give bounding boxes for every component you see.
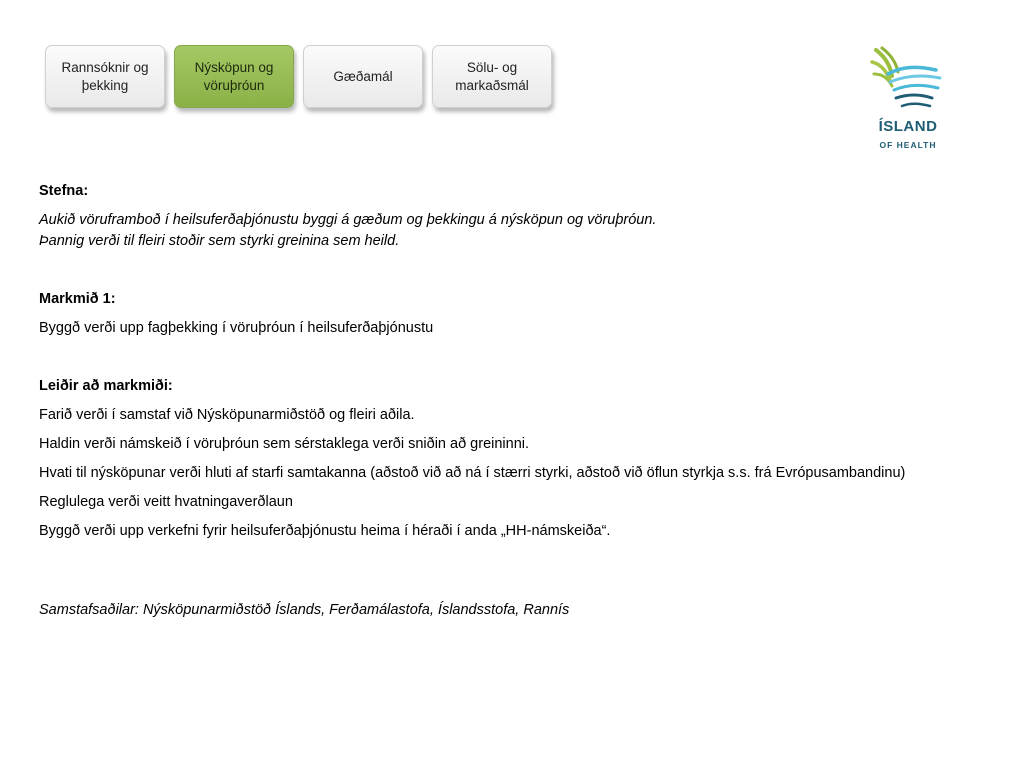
stefna-line-2: Þannig verði til fleiri stoðir sem styrki greinina sem heild. — [39, 233, 400, 249]
logo-title: ÍSLAND — [878, 118, 938, 135]
stefna-line-1: Aukið vöruframboð í heilsuferðaþjónustu byggi á gæðum og þekkingu á nýsköpun og vöruþróun. — [39, 212, 657, 228]
markmid-heading: Markmið 1: — [39, 291, 116, 307]
main-content — [39, 181, 999, 621]
tab-gaedamal[interactable]: Gæðamál — [303, 45, 423, 108]
leidir-item: Hvati til nýsköpunar verði hluti af starfi samtakanna (aðstoð við að ná í stærri styrki, aðstoð við öflun styrkja s.s. frá Evrópusambandinu) — [39, 465, 906, 481]
stefna-heading: Stefna: — [39, 183, 89, 199]
leidir-item: Byggð verði upp verkefni fyrir heilsuferðaþjónustu heima í héraði í anda „HH-námskeiða“. — [39, 523, 611, 539]
markmid-text: Byggð verði upp fagþekking í vöruþróun í heilsuferðaþjónustu — [39, 320, 434, 336]
leidir-heading: Leiðir að markmiði: — [39, 378, 173, 394]
iceland-of-health-logo — [868, 44, 948, 154]
nav-tabs — [45, 45, 552, 108]
leidir-item: Farið verði í samstaf við Nýsköpunarmiðstöð og fleiri aðila. — [39, 407, 415, 423]
leidir-item: Haldin verði námskeið í vöruþróun sem sérstaklega verði sniðin að greininni. — [39, 436, 530, 452]
tab-rannsoknir-og-thekking[interactable]: Rannsóknir og þekking — [45, 45, 165, 108]
tab-solu-og-markadsmal[interactable]: Sölu- og markaðsmál — [432, 45, 552, 108]
logo-subtitle: OF HEALTH — [879, 140, 937, 150]
tab-nyskopun-og-voruthroun[interactable]: Nýsköpun og vöruþróun — [174, 45, 294, 108]
leidir-item: Reglulega verði veitt hvatningaverðlaun — [39, 494, 293, 510]
partners-line: Samstafsaðilar: Nýsköpunarmiðstöð Íslands, Ferðamálastofa, Íslandsstofa, Rannís — [39, 602, 570, 618]
wave-emblem-icon — [868, 44, 948, 116]
